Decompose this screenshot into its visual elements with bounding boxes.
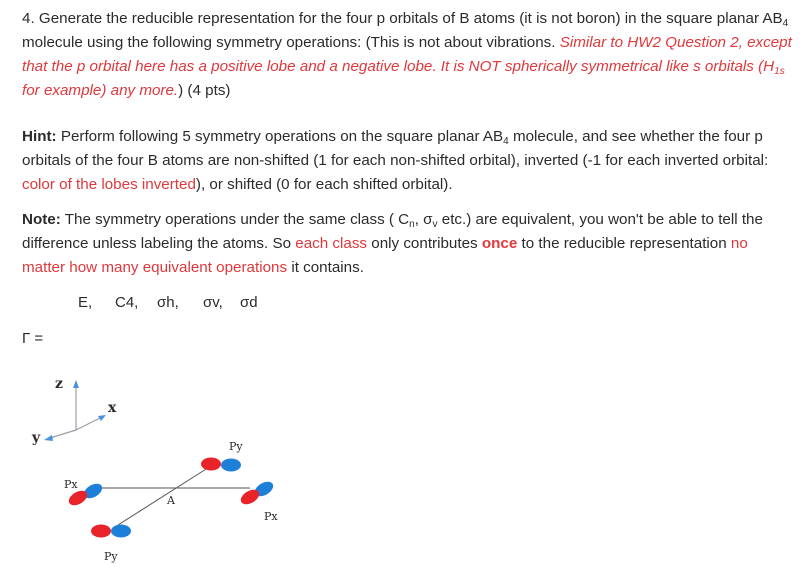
bond-diagonal <box>118 464 214 525</box>
hint-text: Hint: Perform following 5 symmetry operations on the square planar $AB_4$ molecule, and see whether the four p orbitals of the four B atoms are non-shifted (1 for each non-shifted orbital), inverted (-1 for each inverted orbital: color of the lobes inverted), or shifted (0 for each shifted orbital). <box>22 128 769 193</box>
label-py-top: Py <box>229 440 243 453</box>
question-red-note: Similar to HW2 Question 2, except that the p orbital here has a positive lobe and a negative lobe. It is NOT spherically symmetrical like s orbitals ($H_{1s}$ for example) any more. <box>22 34 792 99</box>
label-py-bottom: Py <box>104 550 118 563</box>
molecule-diagram <box>0 360 320 575</box>
label-center-atom: A <box>167 494 175 507</box>
axis-y-label: y <box>32 430 41 446</box>
op-c4: C4, <box>115 294 139 311</box>
label-px-left: Px <box>64 478 78 491</box>
axis-x-label: x <box>108 400 117 416</box>
orbital-py-bottom <box>91 525 131 538</box>
axis-z-label: z <box>55 376 63 392</box>
orbital-px-right <box>238 479 275 507</box>
op-sigma-d: σd <box>240 294 258 311</box>
label-px-right: Px <box>264 510 278 523</box>
axes <box>44 380 106 441</box>
op-sigma-h: σh, <box>157 294 179 311</box>
orbital-py-top <box>201 458 241 472</box>
question-text: 4. Generate the reducible representation for the four p orbitals of B atoms (it is not boron) in the square planar $AB_4$ molecule using the following symmetry operations: (This is not about vibrations. Similar to HW2 Question 2, except that the p orbital here has a positive lobe and a negative lobe. It is NOT spherically symmetrical like s orbitals ($H_{1s}$ for example) any more.) (4 pts) <box>22 10 792 99</box>
note-text: Note: The symmetry operations under the same class ( $C_n$, $\sigma_v$ etc.) are equivalent, you won't be able to tell the difference unless labeling the atoms. So each class only contributes once to the reducible representation no matter how many equivalent operations it contains. <box>22 211 763 276</box>
op-sigma-v: σv, <box>203 294 223 311</box>
op-e: E, <box>78 294 93 311</box>
gamma-label: Γ = <box>22 330 44 347</box>
